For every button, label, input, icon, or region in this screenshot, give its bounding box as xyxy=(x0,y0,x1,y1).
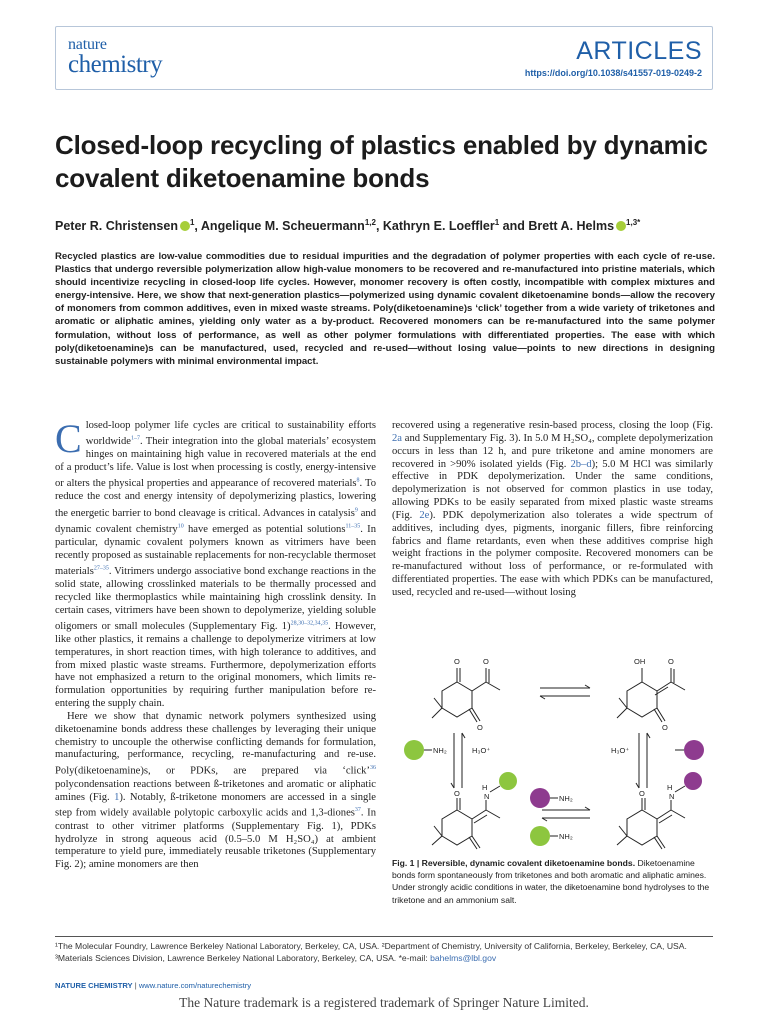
label-oh: OH xyxy=(634,657,646,666)
author-affiliation: 1,3* xyxy=(626,218,641,227)
figure-caption xyxy=(392,857,714,906)
label-nh2: NH₂ xyxy=(559,832,573,841)
equilibrium-arrows-bottom xyxy=(542,807,590,821)
label-o: O xyxy=(477,723,483,732)
figure-caption-text: Diketoenamine bonds form spontaneously from triketones and both aromatic and aliphatic amines. Under strongly acidic conditions in water, the diketoenamine bond hydrolyses to the triketone and an ammonium salt. xyxy=(392,858,710,905)
author-name[interactable]: Brett A. Helms xyxy=(528,219,615,234)
vertical-arrows-right xyxy=(636,733,650,788)
logo-line-chemistry: chemistry xyxy=(68,51,163,78)
label-o: O xyxy=(483,657,489,666)
dropcap: C xyxy=(55,416,82,461)
triketone-structure-left xyxy=(432,668,500,722)
citation-ref[interactable]: 28,30–32,34,35 xyxy=(290,620,329,627)
body-column-right xyxy=(392,420,713,600)
body-column-left xyxy=(55,416,377,872)
citation-ref[interactable]: 8 xyxy=(356,477,360,484)
citation-ref[interactable]: 37 xyxy=(354,807,361,814)
author-affiliation: 1 xyxy=(189,218,195,227)
author-affiliation: 1,2 xyxy=(364,218,376,227)
label-h: H xyxy=(482,783,488,792)
diketoenamine-structure-right xyxy=(617,786,685,849)
aromatic-amine-marker xyxy=(404,740,424,760)
logo-line-nature: nature xyxy=(68,36,107,53)
label-o: O xyxy=(454,657,460,666)
figure-caption-label: Fig. 1 | Reversible, dynamic covalent diketoenamine bonds. xyxy=(392,858,636,868)
enol-structure-right xyxy=(617,668,685,722)
orcid-icon[interactable] xyxy=(180,221,190,231)
author-name[interactable]: Kathryn E. Loeffler xyxy=(382,219,495,234)
footnote-divider xyxy=(55,936,713,937)
citation-ref[interactable]: 1–7 xyxy=(131,435,140,442)
section-label: ARTICLES xyxy=(576,37,702,65)
affiliations-footnote xyxy=(55,940,713,964)
aromatic-amine-marker xyxy=(530,826,550,846)
label-n: N xyxy=(484,792,490,801)
label-h: H xyxy=(667,783,673,792)
article-title: Closed-loop recycling of plastics enabled by dynamic covalent diketoenamine bonds xyxy=(55,130,708,193)
footer-separator: | xyxy=(132,981,139,990)
label-n: N xyxy=(669,792,675,801)
figure-link[interactable]: 2a xyxy=(392,432,402,444)
label-o: O xyxy=(668,657,674,666)
author-affiliation: 1 xyxy=(494,218,500,227)
journal-header xyxy=(55,26,713,90)
equilibrium-arrows-top xyxy=(540,685,590,699)
citation-ref[interactable]: 36 xyxy=(370,765,376,772)
aliphatic-amine-marker xyxy=(530,788,550,808)
aromatic-amine-marker xyxy=(499,772,517,790)
citation-ref[interactable]: 10 xyxy=(177,523,184,530)
journal-logo[interactable] xyxy=(68,37,162,77)
aliphatic-amine-marker xyxy=(684,740,704,760)
label-h3o: H₃O⁺ xyxy=(611,746,630,755)
orcid-icon[interactable] xyxy=(616,221,626,231)
email-link[interactable]: bahelms@lbl.gov xyxy=(430,953,497,963)
paragraph-continuation: recovered using a regenerative resin-based process, closing the loop (Fig. 2a and Supplementary Fig. 3). In 5.0 M H₂SO₄, complete depolymerization occurs in less than 12 h, and pure triketone and amine monomers are recovered in >90% isolated yields (Fig. 2b–d); 5.0 M HCl was similarly effective in PDK depolymerization. Under the same conditions, depolymerization is not observed for common plastics in use today, allowing PDKs to be easily separated from mixed plastic waste streams (Fig. 2e). PDK depolymerization also tolerates a wide spectrum of additives, including dyes, pigments, inorganic fillers, fibre reinforcing fabrics and flame retardants, even when these additives comprise high weight fractions in the polymer composite. Recovered monomers can be re-manufactured without loss of performance, or re-formulated with differentiated properties. The ease with which PDKs can be manufactured, used, recycled and re-used—without losing xyxy=(392,420,713,598)
vertical-arrows-left xyxy=(451,733,465,788)
label-nh2: NH₂ xyxy=(559,794,573,803)
affiliations-text: ¹The Molecular Foundry, Lawrence Berkeley National Laboratory, Berkeley, CA, USA. ²Department of Chemistry, University of California, Berkeley, Berkeley, CA, USA. ³Materials Sciences Division, Lawrence Berkeley National Laboratory, Berkeley, CA, USA. *e-mail: xyxy=(55,941,687,963)
journal-url-link[interactable]: www.nature.com/naturechemistry xyxy=(138,981,252,990)
aliphatic-amine-marker xyxy=(684,772,702,790)
journal-name: NATURE CHEMISTRY xyxy=(55,981,133,990)
paragraph-intro xyxy=(55,416,377,711)
author-list: Peter R. Christensen $^1$, Angelique M. Scheuermann$^{1,2}$, Kathryn E. Loeffler$^1$ and Brett A. Helms $^{1,3*}$ xyxy=(55,218,641,234)
trademark-notice: The Nature trademark is a registered trademark of Springer Nature Limited. xyxy=(179,995,589,1010)
figure-link[interactable]: 2b–d xyxy=(570,458,592,470)
citation-ref[interactable]: 9 xyxy=(354,507,358,514)
abstract: Recycled plastics are low-value commodities due to residual impurities and the degradation of polymer properties with each cycle of re-use. Plastics that undergo reversible polymerization allow high-value monomers to be recovered and re-manufactured into pristine materials, which should incentivize recycling in closed-loop life cycles. However, monomer recovery is often costly, incompatible with complex mixtures and energy-intensive. Here, we show that next-generation plastics—polymerized using dynamic covalent diketoenamine bonds—allow the recovery of monomers from common additives, even in mixed waste streams. Poly(diketoenamine)s ‘click’ together from a wide variety of triketones and aromatic or aliphatic amines, yielding only water as a by-product. Recovered monomers can be re-manufactured into the same polymer formulation, without loss of performance, as well as other polymer formulations with differentiated properties. The ease with which poly(diketoenamine)s can be manufactured, used, recycled and re-used—without losing value—points to new directions in designing sustainable polymers with minimal environmental impact. xyxy=(55,251,715,367)
paragraph-intro-text: losed-loop polymer life cycles are critical to sustainability efforts worldwide$^{1-7}$. Their integration into the global materials’ ecosystem hinges on maintaining high value in recovered materials at the end of a product’s life. Value is lost when processing is costly, energy-intensive or alters the physical properties and appearance of recovered materials$^8$. To reduce the cost and energy intensity of depolymerizing plastics, lowering the energetic barrier to bond cleavage is critical. Advances in catalysis$^9$ and dynamic covalent chemistry$^{10}$ have emerged as potential solutions$^{11-35}$. In particular, dynamic covalent polymers known as vitrimers have been recently proposed as sustainable replacements for non-recyclable thermoset materials$^{27-35}$. Vitrimers undergo associative bond exchange reactions in the solid state, allowing crosslinked materials to be thermally processed and recycled like thermoplastics while maintaining high crosslink density. In certain cases, vitrimers have been shown to depolymerize, yielding soluble oligomers or small molecules (Supplementary Fig. 1)$^{28,30-32,34,35}$. However, like other plastics, it remains a challenge to depolymerize vitrimers at low temperatures, in short reaction times, with high tolerance to additives, and from mixed plastic waste streams. Furthermore, depolymerization efforts have not emphasized a return to the original monomers, which limits re-formulation opportunities by requiring further manipulation before re-entering the supply chain. xyxy=(55,420,377,710)
author-name[interactable]: Angelique M. Scheuermann xyxy=(200,219,365,234)
doi-link[interactable]: https://doi.org/10.1038/s41557-019-0249-2 xyxy=(524,68,702,78)
figure-link[interactable]: 1 xyxy=(114,791,120,803)
journal-footer xyxy=(55,981,251,990)
label-o: O xyxy=(639,789,645,798)
paragraph-approach: Here we show that dynamic network polymers synthesized using diketoenamine bonds address these challenges by leveraging their unique chemistry to uncouple the otherwise conflicting demands for formulation, manufacturing, performance, recycling, re-manufacturing and re-use. Poly(diketoenamine)s, or PDKs, are prepared via ‘click’$^{36}$ polycondensation reactions between ß-triketones and aromatic or aliphatic amines (Fig. 1). Notably, ß-triketone monomers are accessed in a single step from widely available polytopic carboxylic acids and 1,3-diones$^{37}$. In contrast to other vitrimer platforms (Supplementary Fig. 1), PDKs hydrolyze in strong aqueous acid (0.5–5.0 M H₂SO₄) at ambient temperature to yield pure, immediately reusable triketones (Supplementary Fig. 2); amine monomers are then xyxy=(55,710,377,871)
author-name[interactable]: Peter R. Christensen xyxy=(55,219,178,234)
citation-ref[interactable]: 11–35 xyxy=(345,523,361,530)
label-h3o: H₃O⁺ xyxy=(472,746,491,755)
diketoenamine-structure-left xyxy=(432,786,500,849)
label-nh2: NH₂ xyxy=(433,746,447,755)
citation-ref[interactable]: 27–35 xyxy=(93,565,109,572)
figure-1-scheme xyxy=(392,648,714,853)
figure-link[interactable]: 2e xyxy=(419,509,430,521)
label-o: O xyxy=(662,723,668,732)
label-o: O xyxy=(454,789,460,798)
